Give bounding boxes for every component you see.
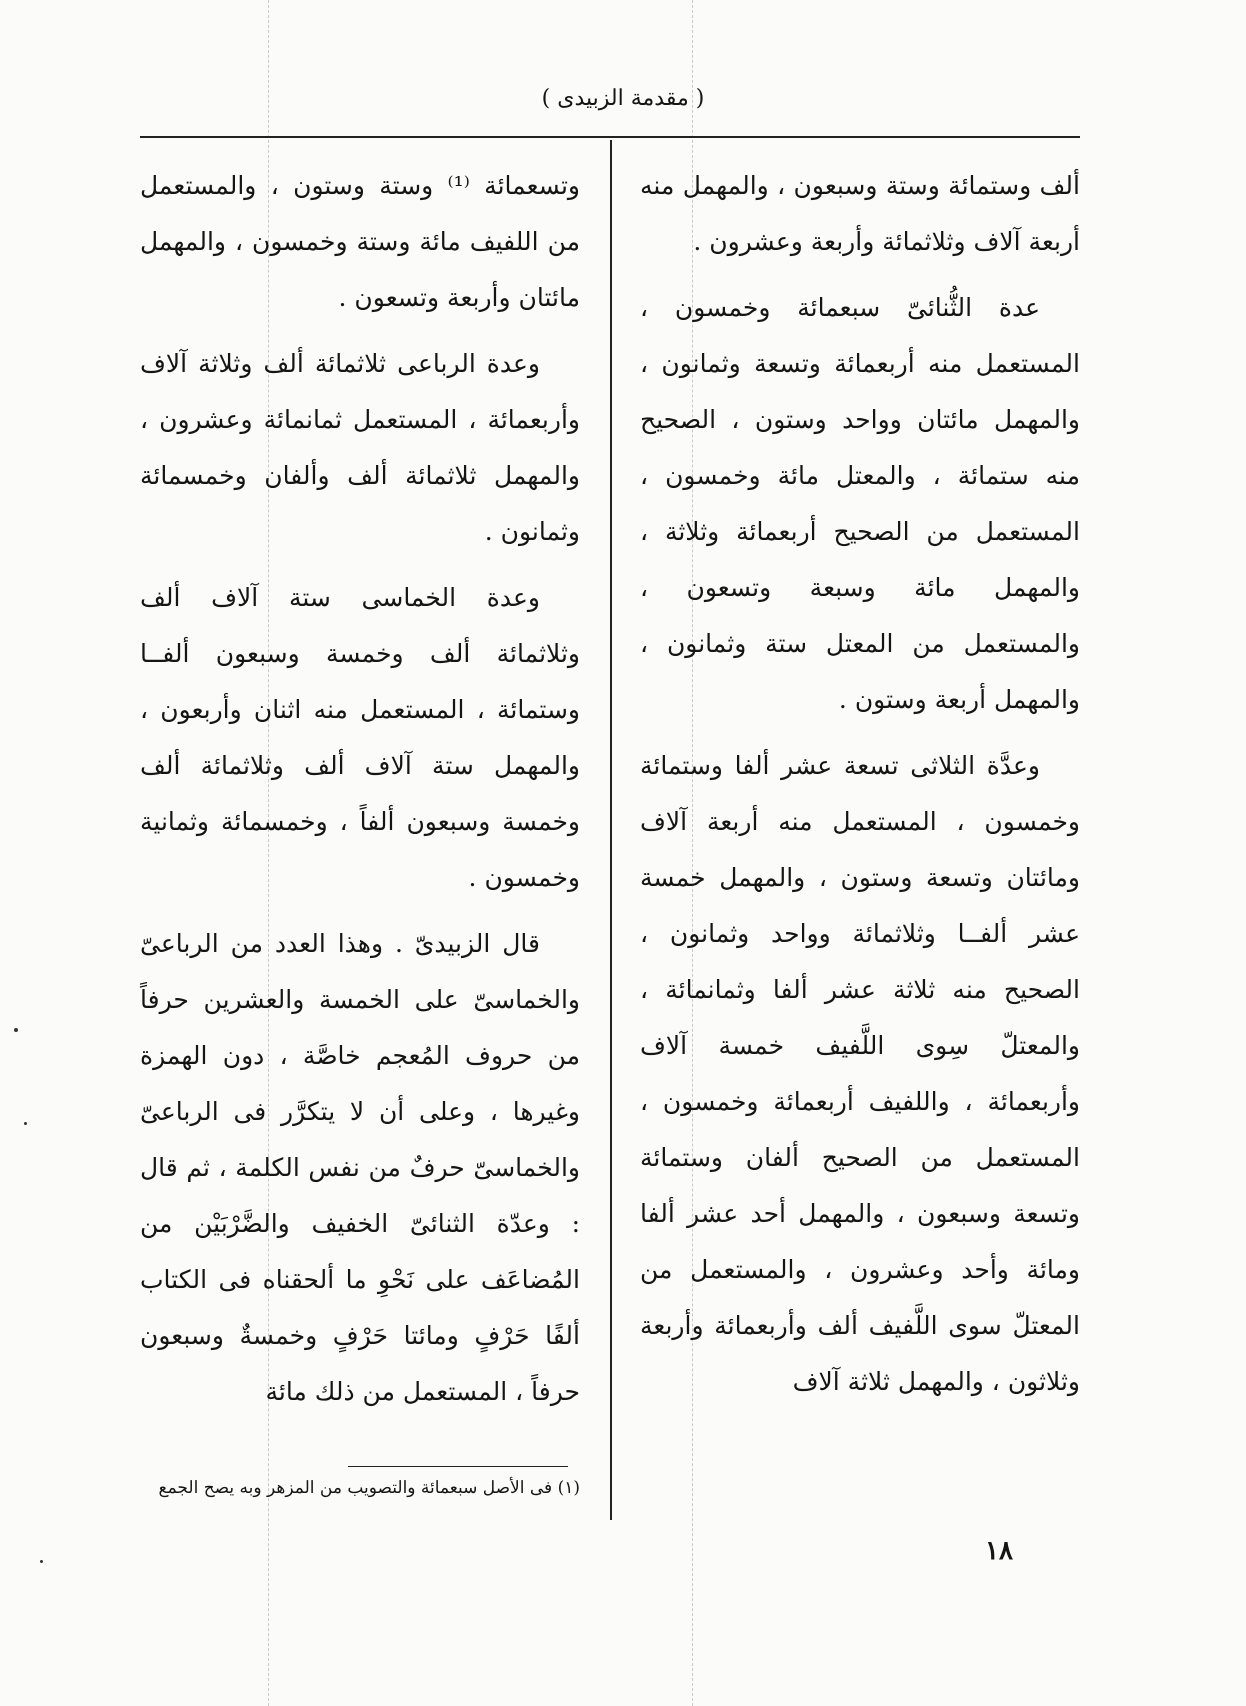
left-column <box>140 158 580 1430</box>
footnote-rule <box>348 1466 568 1467</box>
scan-speck <box>40 1560 43 1563</box>
paragraph: عدة الثُّنائىّ سبعمائة وخمسون ، المستعمل منه أربعمائة وتسعة وثمانون ، والمهمل مائتان وواحد وستون ، الصحيح منه ستمائة ، والمعتل مائة وخمسون ، المستعمل من الصحيح أربعمائة وثلاثة ، والمهمل مائة وسبعة وتسعون ، والمستعمل من المعتل ستة وثمانون ، والمهمل أربعة وستون . <box>640 293 1080 714</box>
footnote: (١) فى الأصل سبعمائة والتصويب من المزهر وبه يصح الجمع <box>158 1478 580 1498</box>
paragraph: قال الزبيدىّ . وهذا العدد من الرباعىّ والخماسىّ على الخمسة والعشرين حرفاً من حروف المُعجم خاصَّة ، دون الهمزة وغيرها ، وعلى أن لا يتكرَّر فى الرباعىّ والخماسىّ حرفٌ من نفس الكلمة ، ثم قال : وعدّة الثنائىّ الخفيف والضَّرْبَيْن من المُضاعَف على نَحْوِ ما ألحقناه فى الكتاب ألفًا حَرْفٍ ومائتا حَرْفٍ وخمسةٌ وسبعون حرفاً ، المستعمل من ذلك مائة <box>140 929 580 1406</box>
paragraph: ألف وستمائة وستة وسبعون ، والمهمل منه أربعة آلاف وثلاثمائة وأربعة وعشرون . <box>640 171 1080 256</box>
header-rule <box>140 136 1080 138</box>
column-divider <box>610 140 612 1520</box>
paragraph: وتسعمائة ⁽¹⁾ وستة وستون ، والمستعمل من اللفيف مائة وستة وخمسون ، والمهمل مائتان وأربعة وتسعون . <box>140 171 580 312</box>
paragraph: وعدَّة الثلاثى تسعة عشر ألفا وستمائة وخمسون ، المستعمل منه أربعة آلاف ومائتان وتسعة وستون ، والمهمل خمسة عشر ألفــا وثلاثمائة وواحد وثمانون ، الصحيح منه ثلاثة عشر ألفا وثمانمائة ، والمعتلّ سِوى اللَّفيف خمسة آلاف وأربعمائة ، واللفيف أربعمائة وخمسون ، المستعمل من الصحيح ألفان وستمائة وتسعة وسبعون ، والمهمل أحد عشر ألفا ومائة وأحد وعشرون ، والمستعمل من المعتلّ سوى اللَّفيف ألف وأربعمائة وأربعة وثلاثون ، والمهمل ثلاثة آلاف <box>640 751 1080 1396</box>
paragraph: وعدة الخماسى ستة آلاف ألف وثلاثمائة ألف وخمسة وسبعون ألفــا وستمائة ، المستعمل منه اثنان وأربعون ، والمهمل ستة آلاف ألف وثلاثمائة ألف وخمسة وسبعون ألفاً ، وخمسمائة وثمانية وخمسون . <box>140 583 580 892</box>
page-number: ١٨ <box>985 1536 1013 1566</box>
scan-speck <box>14 1028 18 1032</box>
paragraph: وعدة الرباعى ثلاثمائة ألف وثلاثة آلاف وأربعمائة ، المستعمل ثمانمائة وعشرون ، والمهمل ثلاثمائة ألف وألفان وخمسمائة وثمانون . <box>140 349 580 546</box>
right-column <box>640 158 1080 1420</box>
scan-speck <box>24 1122 27 1125</box>
running-header: ( مقدمة الزبيدى ) <box>541 86 705 111</box>
